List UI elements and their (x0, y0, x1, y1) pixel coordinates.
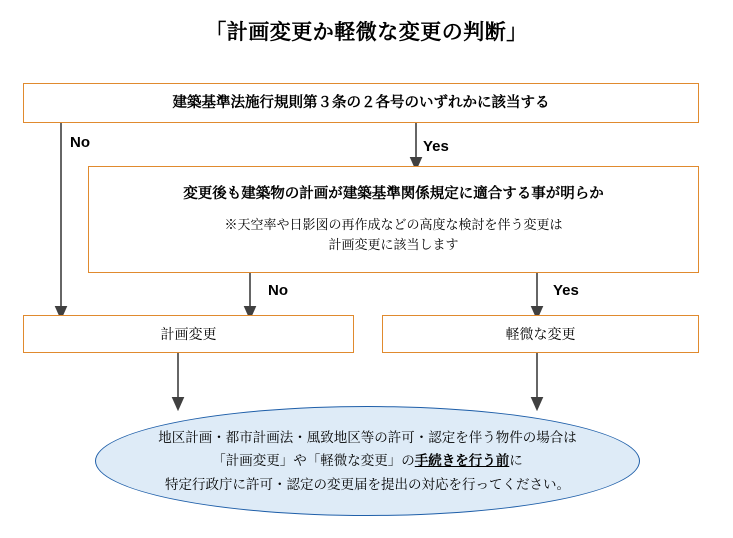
condition-2-note (224, 215, 562, 255)
notice-line-2-emphasis: 手続きを行う前 (414, 453, 510, 469)
notice-line-2-part-2: に (509, 453, 523, 469)
condition-box-1 (23, 83, 699, 123)
result-minor-change-text: 軽微な変更 (505, 326, 576, 342)
condition-box-2 (88, 166, 699, 273)
page-title: 「計画変更か軽微な変更の判断」 (205, 21, 528, 44)
notice-ellipse (95, 406, 640, 516)
edge-label-yes-1: Yes (423, 138, 449, 155)
notice-line-3: 特定行政庁に許可・認定の変更届を提出の対応を行ってください。 (165, 476, 570, 492)
notice-text (128, 426, 607, 497)
result-box-plan-change (23, 315, 354, 353)
condition-2-text: 変更後も建築物の計画が建築基準関係規定に適合する事が明らか (183, 186, 604, 203)
notice-line-1: 地区計画・都市計画法・風致地区等の許可・認定を伴う物件の場合は (158, 429, 577, 445)
result-plan-change-text: 計画変更 (160, 326, 217, 342)
result-box-minor-change (382, 315, 699, 353)
edge-label-no-1: No (70, 134, 90, 151)
condition-1-text: 建築基準法施行規則第３条の２各号のいずれかに該当する (172, 94, 550, 111)
edge-label-yes-2: Yes (553, 282, 579, 299)
condition-2-note-line-2: 計画変更に該当します (328, 236, 459, 252)
notice-line-2-part-1: 「計画変更」や「軽微な変更」の (212, 453, 415, 469)
condition-2-note-line-1: ※天空率や日影図の再作成などの高度な検討を伴う変更は (224, 216, 563, 232)
edge-label-no-2: No (268, 282, 288, 299)
